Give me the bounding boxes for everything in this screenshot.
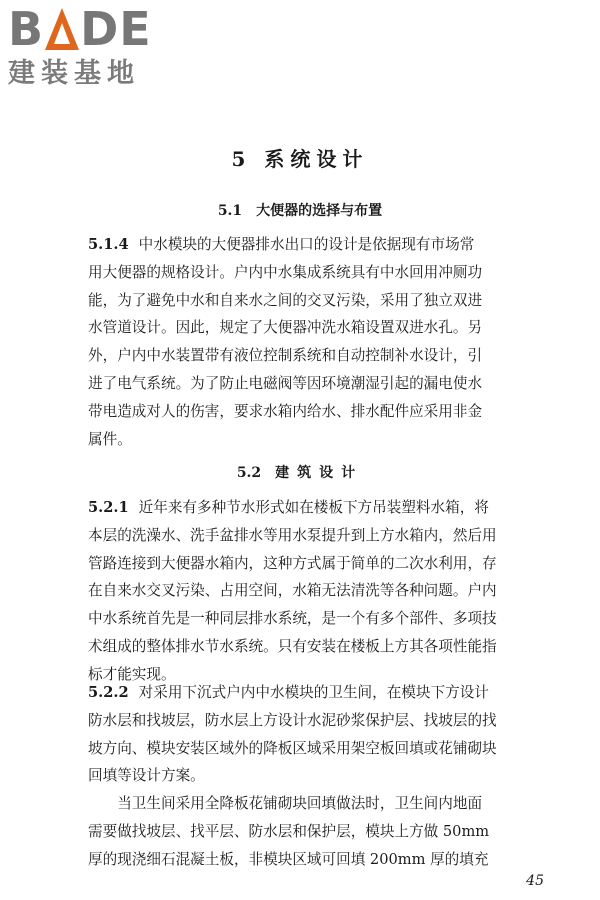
logo-wordmark — [8, 4, 178, 54]
clause-number: 5.2.1 — [88, 499, 129, 516]
logo-letters-de: DE — [80, 2, 152, 56]
paragraph-text: 近年来有多种节水形式如在楼板下方吊装塑料水箱，将 本层的洗澡水、洗手盆排水等用水泵提升到上方水箱内，然后用 管路连接到大便器水箱内，这种方式属于简单的二次水利用，存 在自来水交叉污染、占用空间，水箱无法清洗等各种问题。户内 中水系统首先是一种同层排水系统，是一个有多个部件、多项技 术组成的整体排水节水系统。只有安装在楼板上方其各项性能指 标才能实现。 — [88, 499, 497, 683]
paragraph-5-2-2 — [88, 679, 556, 790]
paragraph-5-2-1 — [88, 494, 556, 689]
section-heading-5-2 — [0, 462, 600, 482]
logo-subtitle: 建装基地 — [8, 58, 140, 89]
paragraph-text: 对采用下沉式户内中水模块的卫生间，在模块下方设计 防水层和找坡层，防水层上方设计水泥砂浆保护层、找坡层的找 坡方向、模块安装区域外的降板区域采用架空板回填或花铺砌块 回填等设计方案。 — [88, 684, 497, 785]
logo-letter-a-icon — [45, 8, 79, 50]
section-title: 大便器的选择与布置 — [256, 203, 383, 219]
section-heading-5-1 — [0, 200, 600, 220]
paragraph-5-1-4 — [88, 231, 556, 453]
chapter-title: 5 系统设计 — [231, 147, 369, 171]
paragraph-continuation — [88, 790, 556, 873]
section-number: 5.1 — [217, 203, 243, 219]
clause-number: 5.2.2 — [88, 684, 129, 701]
clause-number: 5.1.4 — [88, 236, 129, 253]
logo-letter-b: B — [8, 2, 45, 56]
section-number: 5.2 — [236, 465, 262, 481]
section-title: 建筑设计 — [275, 465, 364, 481]
bade-logo — [8, 4, 178, 90]
page-number: 45 — [526, 873, 544, 889]
logo-a-triangle-icon — [45, 8, 79, 50]
paragraph-text: 中水模块的大便器排水出口的设计是依据现有市场常 用大便器的规格设计。户内中水集成系统具有中水回用冲厕功 能，为了避免中水和自来水之间的交叉污染，采用了独立双进 水管道设计。因此，规定了大便器冲洗水箱设置双进水孔。另 外，户内中水装置带有液位控制系统和自动控制补水设计，引 进了电气系统。为了防止电磁阀等因环境潮湿引起的漏电使水 带电造成对人的伤害，要求水箱内给水、排水配件应采用非金 属件。 — [88, 236, 483, 448]
paragraph-text: 当卫生间采用全降板花铺砌块回填做法时，卫生间内地面 需要做找坡层、找平层、防水层和保护层，模块上方做 50mm 厚的现浇细石混凝土板，非模块区域可回填 200mm 厚的填充 — [88, 795, 490, 868]
